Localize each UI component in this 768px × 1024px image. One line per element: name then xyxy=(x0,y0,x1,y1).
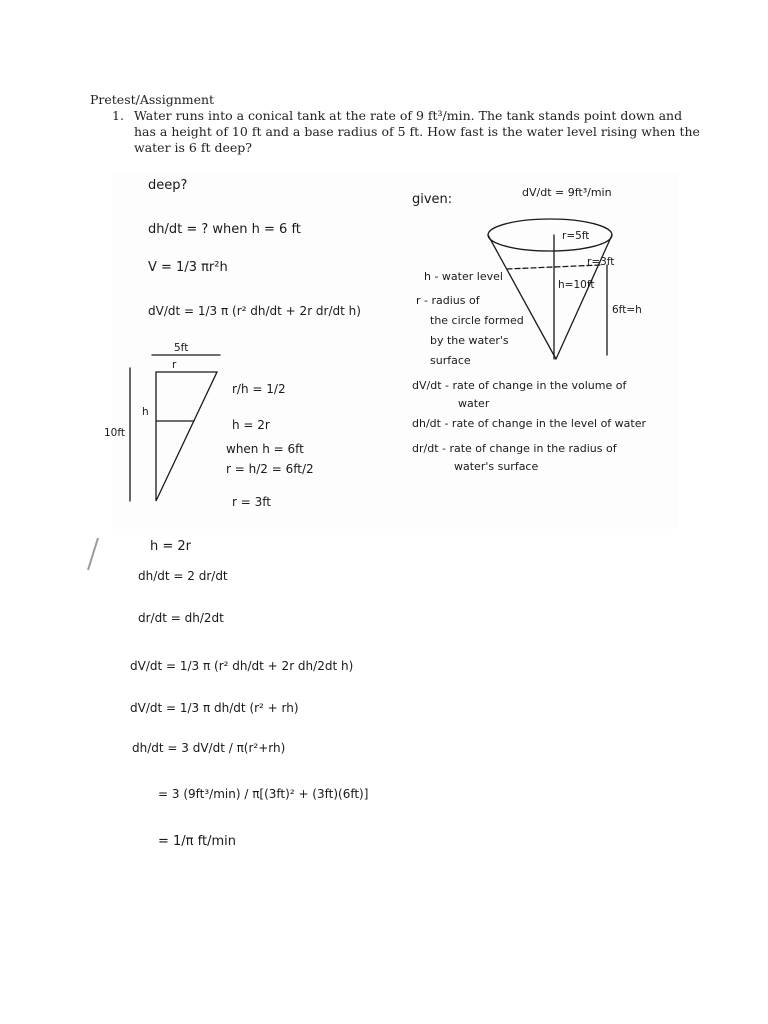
def-drdt-2: water's surface xyxy=(454,460,539,473)
assignment-title: Pretest/Assignment xyxy=(90,92,215,107)
given-label: given: xyxy=(412,192,453,207)
handwritten-scan-bottom xyxy=(84,530,394,870)
handwritten-scan-top xyxy=(104,173,678,529)
def-dvdt-2: water xyxy=(458,397,490,410)
volume-formula: V = 1/3 πr²h xyxy=(148,260,228,275)
def-drdt: dr/dt - rate of change in the radius of xyxy=(412,442,617,455)
def-r-1: r - radius of xyxy=(416,294,480,307)
step-answer: = 1/π ft/min xyxy=(158,834,236,849)
cone-r-top-label: r=5ft xyxy=(562,230,590,242)
problem-text-line-2: has a height of 10 ft and a base radius of 5 ft. How fast is the water level rising when the xyxy=(134,124,700,139)
label-5ft: 5ft xyxy=(174,342,189,354)
problem-number: 1. xyxy=(112,108,124,123)
when-h-6ft: when h = 6ft xyxy=(226,442,304,456)
similar-triangle-figure xyxy=(156,372,217,501)
r-calculation: r = h/2 = 6ft/2 xyxy=(226,462,314,476)
step-dhdt-solve: dh/dt = 3 dV/dt / π(r²+rh) xyxy=(132,741,286,755)
def-r-3: by the water's xyxy=(430,334,509,347)
cone-top-ellipse xyxy=(488,219,612,251)
cone-r-water-label: r=3ft xyxy=(587,256,615,268)
step-drdt: dr/dt = dh/2dt xyxy=(138,611,224,625)
scan-bottom-drawings xyxy=(84,530,394,870)
def-dvdt: dV/dt - rate of change in the volume of xyxy=(412,379,627,392)
def-r-2: the circle formed xyxy=(430,314,524,327)
step-dvdt-factor: dV/dt = 1/3 π dh/dt (r² + rh) xyxy=(130,701,299,715)
def-h: h - water level xyxy=(424,270,503,283)
ratio-r-h: r/h = 1/2 xyxy=(232,382,286,396)
label-10ft: 10ft xyxy=(104,427,125,439)
step-substitute: = 3 (9ft³/min) / π[(3ft)² + (3ft)(6ft)] xyxy=(158,787,369,801)
h-equals-2r: h = 2r xyxy=(232,418,270,432)
step-dvdt-sub: dV/dt = 1/3 π (r² dh/dt + 2r dh/2dt h) xyxy=(130,659,354,673)
def-dhdt: dh/dt - rate of change in the level of water xyxy=(412,417,647,430)
dhdt-question: dh/dt = ? when h = 6 ft xyxy=(148,222,301,237)
problem-text-line-1: Water runs into a conical tank at the rate of 9 ft³/min. The tank stands point down and xyxy=(134,108,683,123)
label-r: r xyxy=(172,359,177,371)
cone-h-full-label: h=10ft xyxy=(558,279,595,291)
cone-h-water-label: 6ft=h xyxy=(612,304,642,316)
cone-right-edge xyxy=(556,235,615,359)
step-dhdt-2drdt: dh/dt = 2 dr/dt xyxy=(138,569,228,583)
given-dvdt-value: dV/dt = 9ft³/min xyxy=(522,186,612,199)
dvdt-derivative: dV/dt = 1/3 π (r² dh/dt + 2r dr/dt h) xyxy=(148,304,361,318)
step-h-2r: h = 2r xyxy=(150,539,192,554)
pen-mark xyxy=(88,538,98,570)
deep-text: deep? xyxy=(148,178,188,193)
def-r-4: surface xyxy=(430,354,471,367)
label-h: h xyxy=(142,406,149,418)
problem-text-line-3: water is 6 ft deep? xyxy=(134,140,252,155)
r-equals-3ft: r = 3ft xyxy=(232,495,271,509)
